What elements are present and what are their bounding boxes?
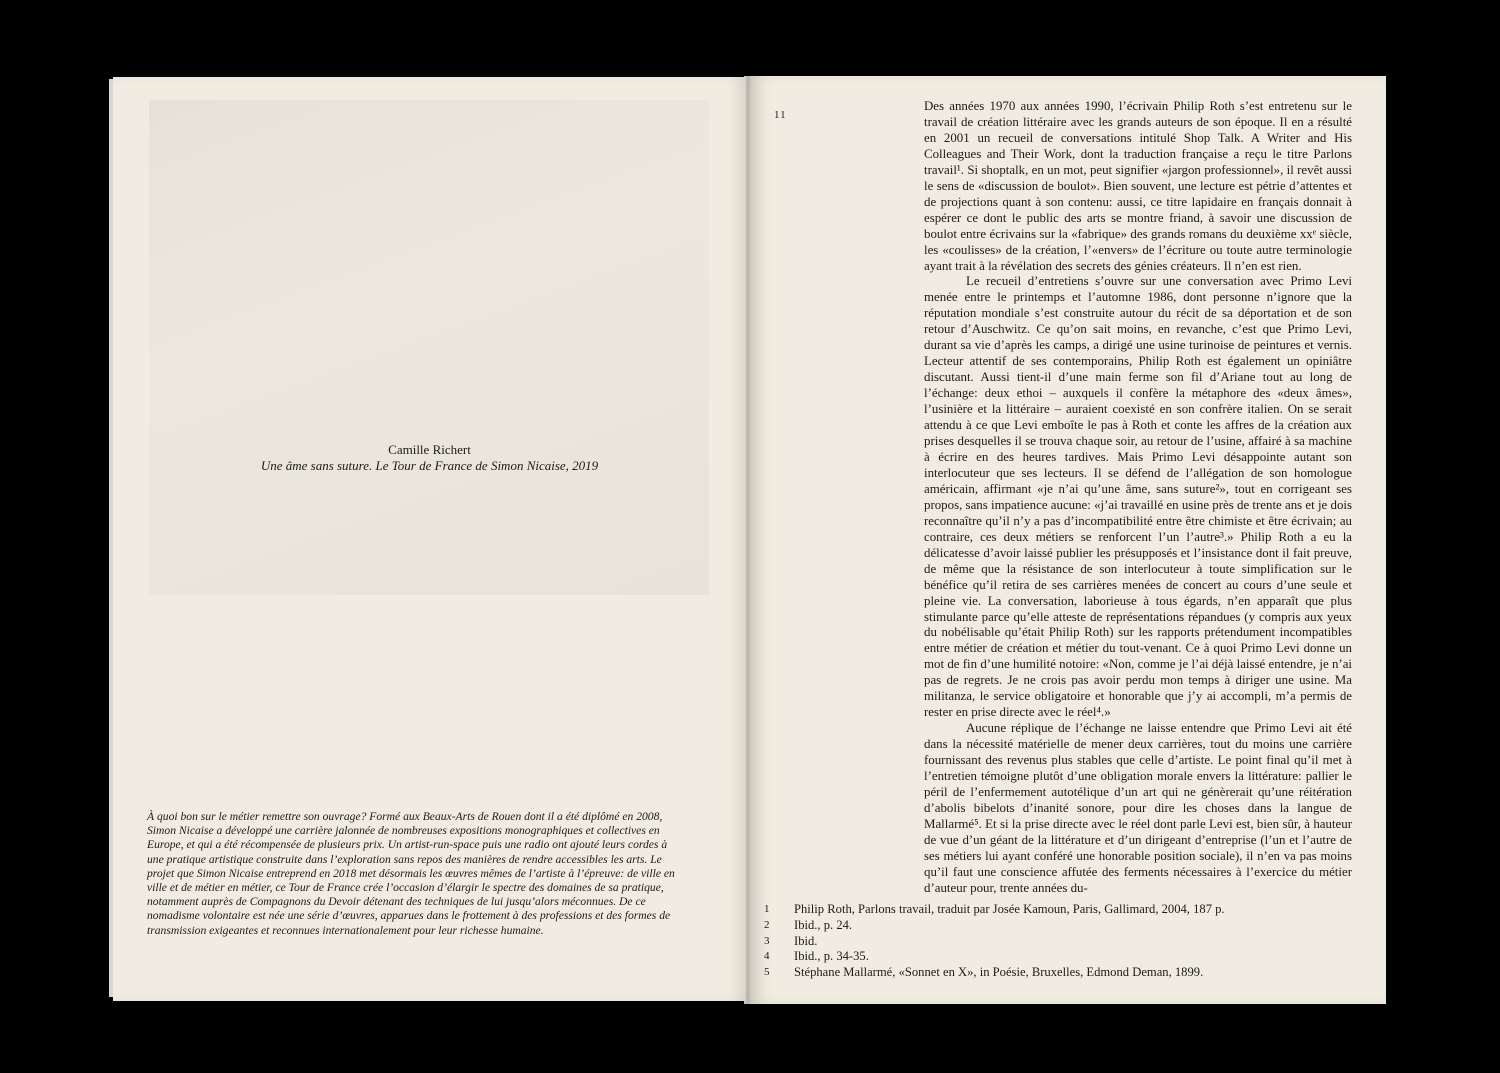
footnote-text: Philip Roth, Parlons travail, traduit par Josée Kamoun, Paris, Gallimard, 2004, 187 p. [794,902,1225,916]
footnote-number: 3 [764,934,770,947]
caption-title: Une âme sans suture. Le Tour de France de Simon Nicaise, 2019 [260,458,599,473]
footnote [764,902,1364,918]
footnote-number: 1 [764,903,770,915]
footnote-text: Stéphane Mallarmé, «Sonnet en X», in Poésie, Bruxelles, Edmond Deman, 1899. [794,965,1204,980]
footnote-number: 5 [764,966,770,979]
footnotes [764,902,1364,981]
left-page [113,77,746,1001]
body-paragraph: Des années 1970 aux années 1990, l’écrivain Philip Roth s’est entretenu sur le travail de création littéraire avec les grands auteurs de son époque. Il en a résulté en 2001 un recueil de conversations intitulé Shop Talk. A Writer and His Colleagues and Their Work, dont la traduction française a reçu le titre Parlons travail¹. Si shoptalk, en un mot, peut signifier «jargon professionnel», il revêt aussi le sens de «discussion de boulot». Bien souvent, une lecture est pétrie d’attentes et de projections quant à son contenu: aussi, ce titre lapidaire en français donnait à espérer ce dont le public des arts se montre friand, à savoir une discussion de boulot entre écrivains sur la «fabrique» des grands romans du deuxième xxᵉ siècle, les «coulisses» de la création, l’«envers» de l’écriture ou toute autre terminologie ayant trait à la révélation des secrets des génies créateurs. Il n’en est rien. [924,99,1352,273]
body-text [924,99,1352,897]
footnote-number: 2 [764,918,770,931]
page-edge [109,79,113,997]
caption-author: Camille Richert [388,442,471,457]
footnote-number: 4 [764,950,770,963]
caption [113,442,746,474]
body-paragraph: Aucune réplique de l’échange ne laisse entendre que Primo Levi ait été dans la nécessité matérielle de mener deux carrières, tout du moins une carrière fournissant des revenus plus stables que celle d’artiste. Le point final qu’il met à l’entretien témoigne plutôt d’une obligation morale envers la littérature: pallier le péril de l’enfermement autotélique d’un art qui ne génèrerait qu’une réitération d’abolis bibelots d’inanité sonore, pour dire les choses dans la langue de Mallarmé⁵. Et si la prise directe avec le réel dont parle Levi est, bien sûr, à hauteur de vue d’un géant de la littérature et d’un dirigeant d’entreprise (l’un et l’autre de ses métiers lui ayant conféré une honorable position sociale), il n’en va pas moins qu’il faut une conscience affutée des ferments nécessaires à l’exercice du métier d’auteur pour, trente années du- [924,721,1352,895]
cover-photograph [149,100,709,595]
footnote [764,934,1364,950]
footnote-text: Ibid., p. 24. [794,917,853,932]
intro-paragraph: À quoi bon sur le métier remettre son ouvrage? Formé aux Beaux-Arts de Rouen dont il a été diplômé en 2008, Simon Nicaise a développé une carrière jalonnée de nombreuses expositions monographiques et collectives en Europe, et qui a été récompensée de plusieurs prix. Un artist-run-space puis une radio ont ajouté leurs cordes à une pratique artistique construite dans l’exploration sans repos des manières de rendre accessibles les arts. Le projet que Simon Nicaise entreprend en 2018 met désormais les œuvres mêmes de l’artiste à l’épreuve: de ville en ville et de métier en métier, ce Tour de France crée l’occasion d’élargir le spectre des domaines de sa pratique, notamment auprès de Compagnons du Devoir détenant des techniques de lui jusqu’alors méconnues. De ce nomadisme volontaire est née une série d’œuvres, apparues dans le frottement à des professions et des formes de transmission exigeantes et reconnues internationalement pour leur richesse humaine. [147,810,675,937]
footnote [764,965,1364,981]
footnote [764,949,1364,965]
right-page [750,76,1386,1004]
footnote-text: Ibid., p. 34-35. [794,949,869,964]
page-number: 11 [774,109,787,121]
body-paragraph: Le recueil d’entretiens s’ouvre sur une conversation avec Primo Levi menée entre le printemps et l’automne 1986, dont personne n’ignore que la réputation mondiale s’est construite autour du récit de sa déportation et de son retour d’Auschwitz. Ce qu’on sait moins, en revanche, c’est que Primo Levi, durant sa vie d’après les camps, a dirigé une usine turinoise de peintures et vernis. Lecteur attentif de ses contemporains, Philip Roth est également un opiniâtre discutant. Aussi tient-il d’une main ferme son fil d’Ariane tout au long de l’échange: deux ethoi – auxquels il confère la métaphore des «deux âmes», l’usinière et la littéraire – auraient coexisté en son confrère italien. On se serait attendu à ce que Levi emboîte le pas à Roth et conte les affres de la création aux prises desquelles il se trouva chaque soir, au retour de l’usine, affairé à sa machine à écrire en des heures tardives. Mais Primo Levi désappointe autant son interlocuteur que ses lecteurs. Il se défend de l’allégation de son homologue américain, affirmant «je n’ai qu’une âme, sans suture²», tout en corrigeant ses propos, sans impatience aucune: «j’ai travaillé en usine près de trente ans et je dois reconnaître qu’il n’y a pas d’incompatibilité entre être chimiste et être écrivain; au contraire, ces deux métiers se renforcent l’un l’autre³.» Philip Roth a eu la délicatesse d’avoir laissé publier les présupposés et l’insistance dont il fait preuve, de même que la résistance de son interlocuteur à toute simplification sur le bénéfice qu’il retira de ses carrières menées de concert au cours d’une seule et pleine vie. La conversation, laborieuse à tous égards, n’en apparaît que plus stimulante parce qu’elle atteste de représentations répandues (y compris aux yeux du nobélisable qu’était Philip Roth) sur les rapports prétendument incompatibles entre métier de création et métier du tout-venant. Ce à quoi Primo Levi donne un mot de fin d’une humilité notoire: «Non, comme je l’ai déjà laissé entendre, je n’ai pas de regrets. Je ne crois pas avoir perdu mon temps à diriger une usine. Ma militanza, le service obligatoire et honorable que j’y ai accompli, m’a permis de rester en prise directe avec le réel⁴.» [924,274,1352,720]
footnote [764,918,1364,934]
footnote-text: Ibid. [794,933,818,948]
